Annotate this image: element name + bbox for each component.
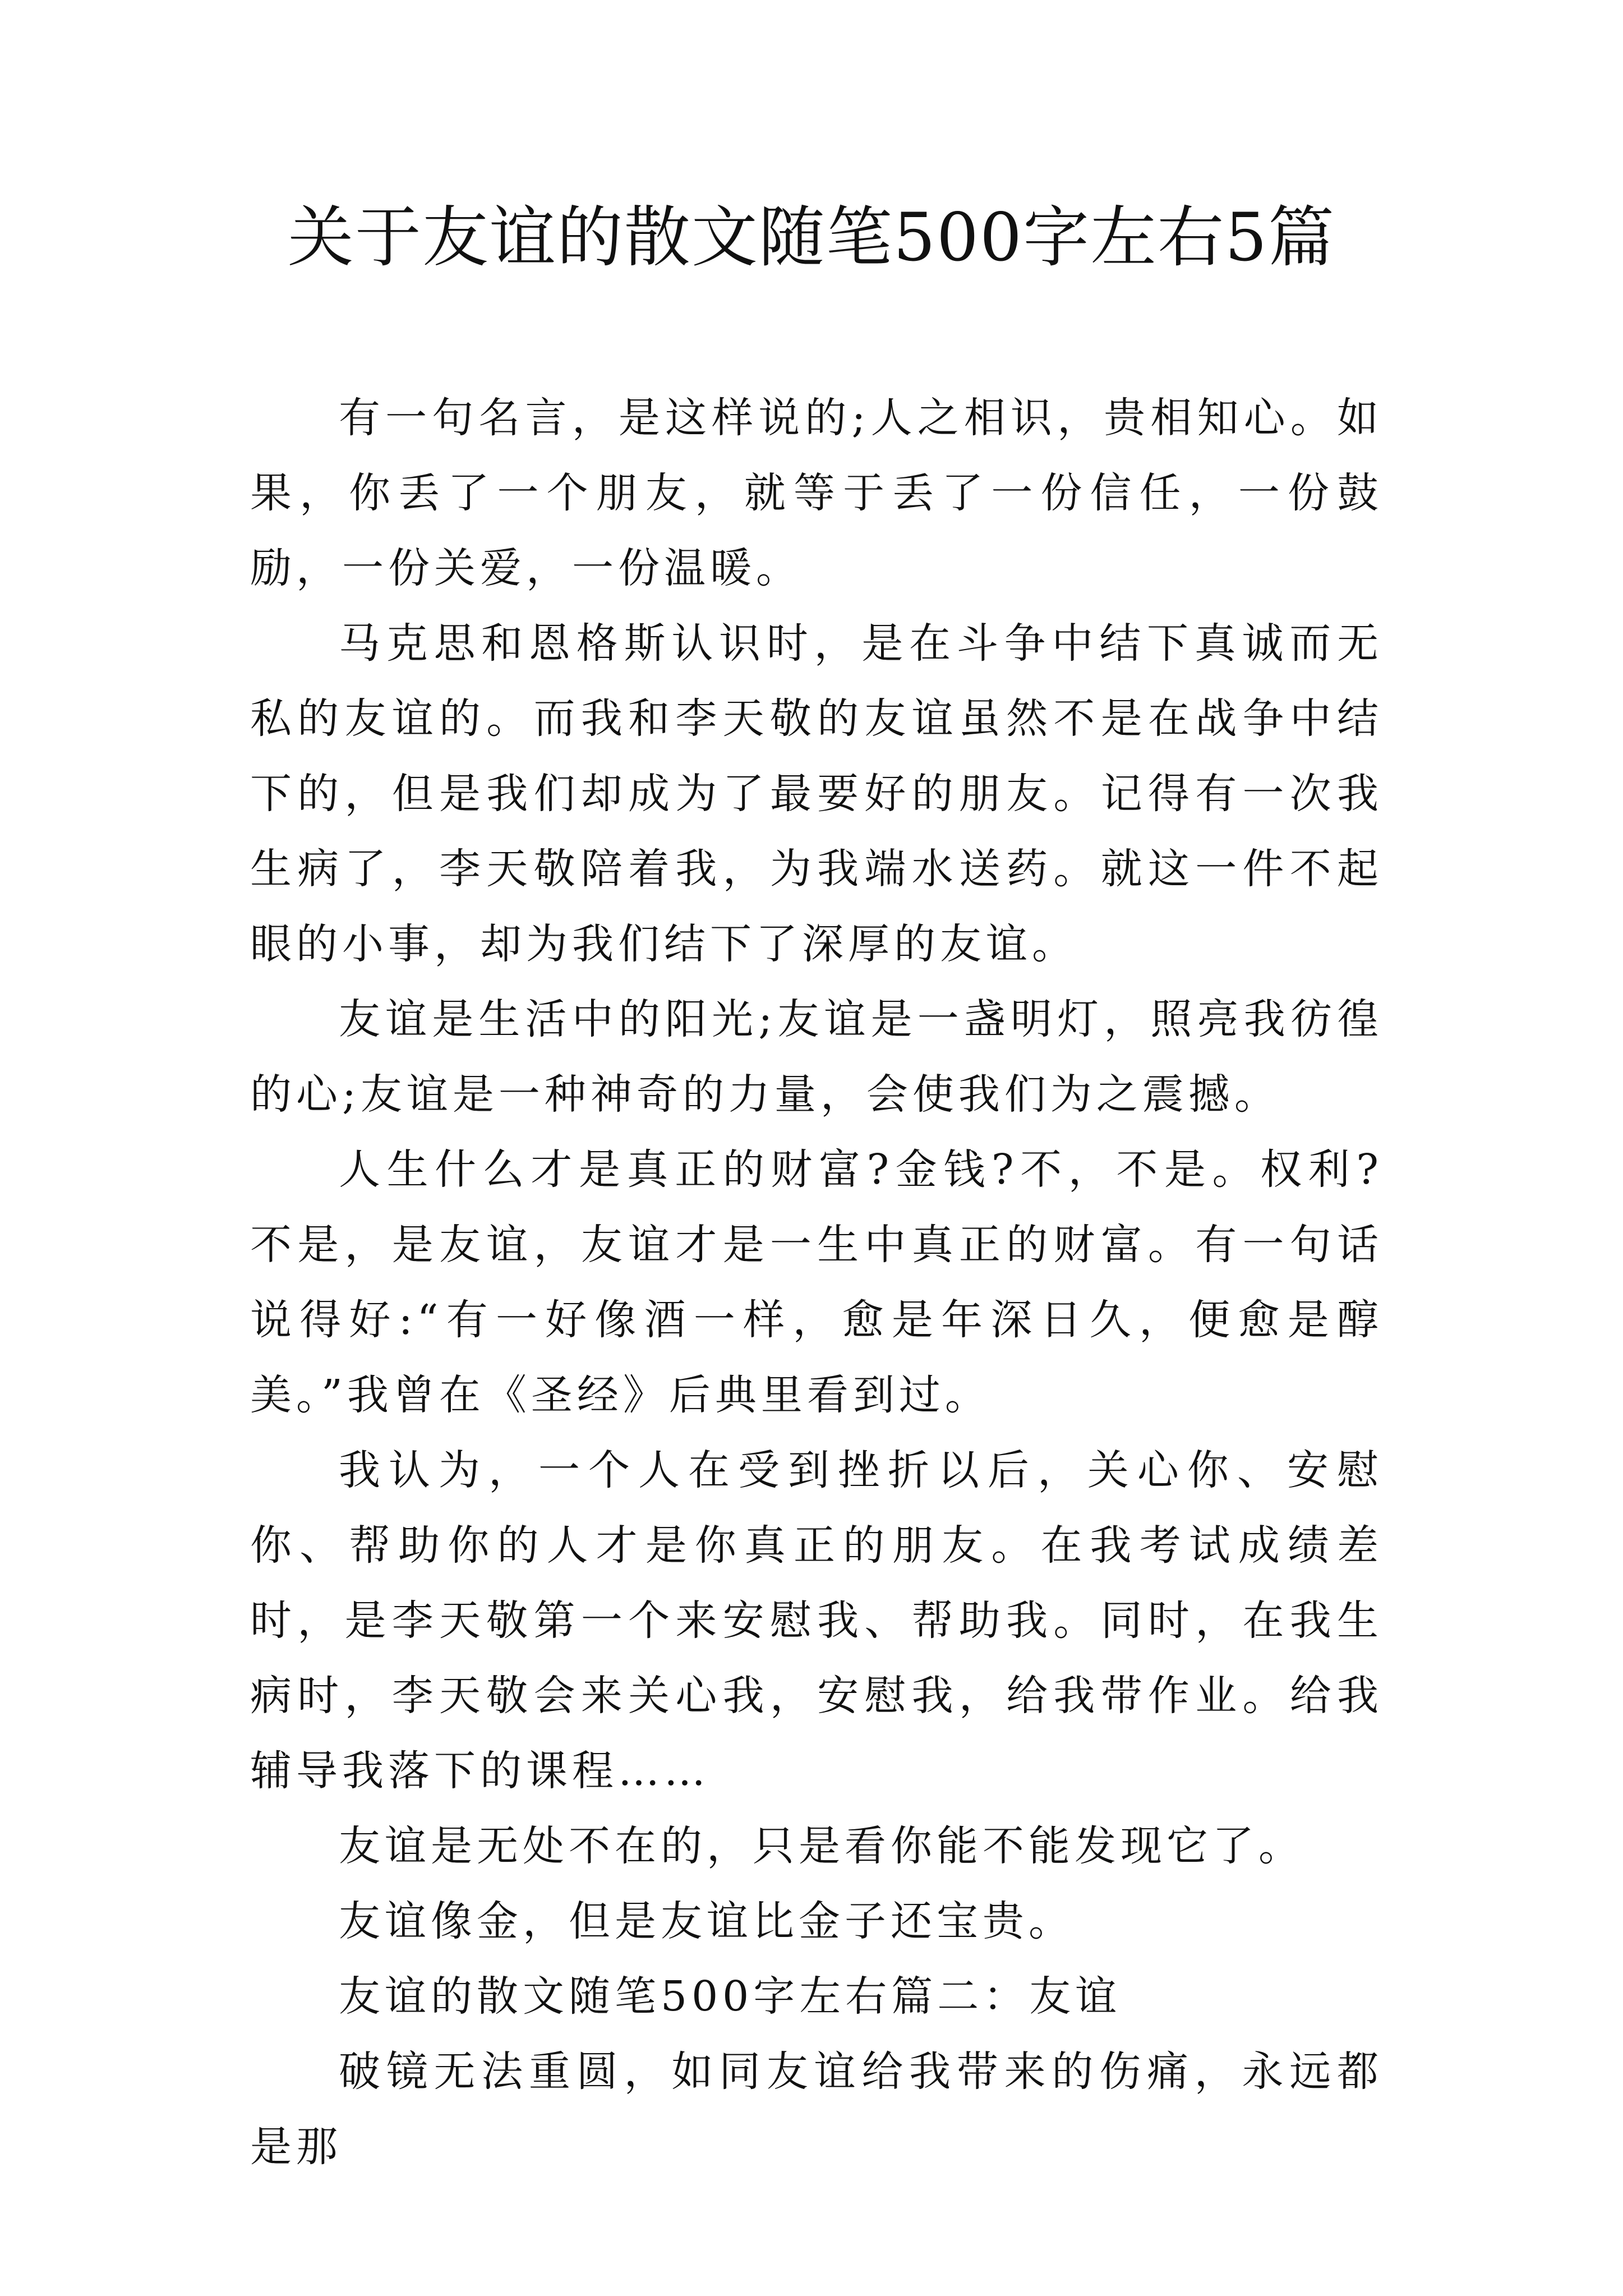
document-title: 关于友谊的散文随笔500字左右5篇 <box>287 199 1336 276</box>
paragraph: 有一句名言，是这样说的;人之相识，贵相知心。如果，你丢了一个朋友，就等于丢了一份信任，一份鼓励，一份关爱，一份温暖。 <box>250 394 1383 592</box>
paragraph: 我认为，一个人在受到挫折以后，关心你、安慰你、帮助你的人才是你真正的朋友。在我考试成绩差时，是李天敬第一个来安慰我、帮助我。同时，在我生病时，李天敬会来关心我，安慰我，给我带作业。给我辅导我落下的课程…… <box>250 1446 1383 1795</box>
document-body <box>250 380 1383 2184</box>
paragraph: 破镜无法重圆，如同友谊给我带来的伤痛，永远都是那 <box>250 2047 1383 2171</box>
paragraph: 人生什么才是真正的财富?金钱?不，不是。权利?不是，是友谊，友谊才是一生中真正的财富。有一句话说得好:“有一好像酒一样，愈是年深日久，便愈是醇美。”我曾在《圣经》后典里看到过。 <box>250 1145 1383 1419</box>
paragraph: 友谊是生活中的阳光;友谊是一盏明灯，照亮我彷徨的心;友谊是一种神奇的力量，会使我们为之震撼。 <box>250 995 1383 1119</box>
paragraph: 友谊是无处不在的，只是看你能不能发现它了。 <box>339 1822 1304 1870</box>
paragraph: 友谊像金，但是友谊比金子还宝贵。 <box>339 1897 1075 1945</box>
paragraph: 马克思和恩格斯认识时，是在斗争中结下真诚而无私的友谊的。而我和李天敬的友谊虽然不是在战争中结下的，但是我们却成为了最要好的朋友。记得有一次我生病了，李天敬陪着我，为我端水送药。就这一件不起眼的小事，却为我们结下了深厚的友谊。 <box>250 619 1383 968</box>
section-heading: 友谊的散文随笔500字左右篇二：友谊 <box>339 1972 1122 2021</box>
